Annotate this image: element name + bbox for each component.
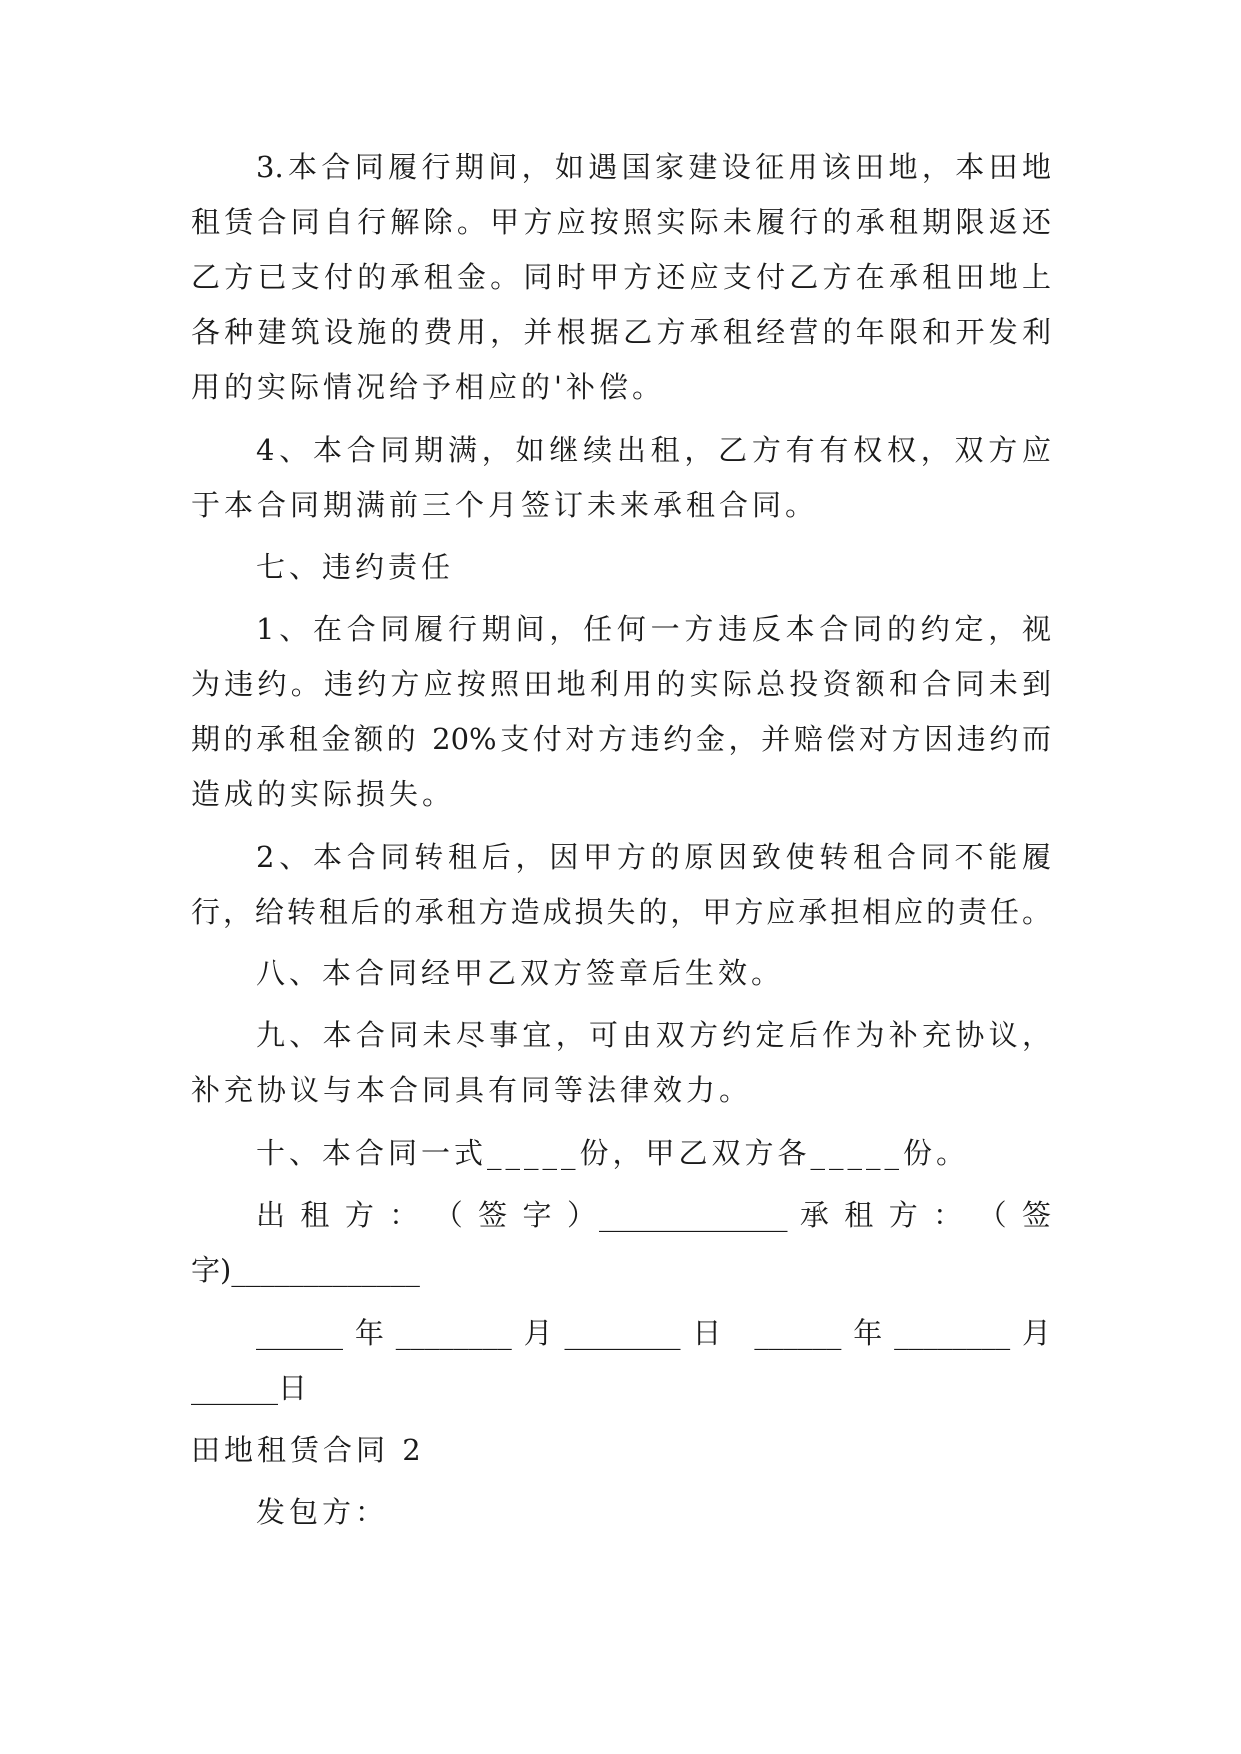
- paragraph-line: 乙方已支付的承租金。同时甲方还应支付乙方在承租田地上: [191, 260, 1051, 294]
- copies-line: 十、本合同一式_____份，甲乙双方各_____份。: [256, 1136, 970, 1170]
- paragraph-line: 八、本合同经甲乙双方签章后生效。: [256, 956, 785, 990]
- date-line: ______年________月________日 ______年________月: [256, 1316, 1051, 1350]
- section-heading: 七、违约责任: [256, 550, 455, 584]
- paragraph-line: 各种建筑设施的费用，并根据乙方承租经营的年限和开发利: [191, 315, 1051, 349]
- signature-line: 出 租 方 ： （ 签 字 ）_____________ 承 租 方 ： （ 签: [256, 1198, 1051, 1232]
- paragraph-line: 3.本合同履行期间，如遇国家建设征用该田地，本田地: [256, 150, 1051, 184]
- signature-line: 字)_____________: [191, 1253, 420, 1287]
- paragraph-line: 行，给转租后的承租方造成损失的，甲方应承担相应的责任。: [191, 895, 1051, 929]
- paragraph-line: 期的承租金额的 20%支付对方违约金，并赔偿对方因违约而: [191, 722, 1051, 756]
- paragraph-line: 1、在合同履行期间，任何一方违反本合同的约定，视: [256, 612, 1051, 646]
- paragraph-line: 用的实际情况给予相应的'补偿。: [191, 370, 665, 404]
- paragraph-line: 于本合同期满前三个月签订未来承租合同。: [191, 488, 819, 522]
- paragraph-line: 为违约。违约方应按照田地利用的实际总投资额和合同未到: [191, 667, 1051, 701]
- paragraph-line: 九、本合同未尽事宜，可由双方约定后作为补充协议，: [256, 1018, 1051, 1052]
- paragraph-line: 租赁合同自行解除。甲方应按照实际未履行的承租期限返还: [191, 205, 1051, 239]
- date-line: ______日: [191, 1371, 308, 1405]
- section-title: 田地租赁合同 2: [191, 1433, 425, 1467]
- paragraph-line: 补充协议与本合同具有同等法律效力。: [191, 1073, 753, 1107]
- paragraph-line: 2、本合同转租后，因甲方的原因致使转租合同不能履: [256, 840, 1051, 874]
- paragraph-line: 造成的实际损失。: [191, 777, 456, 811]
- party-label: 发包方：: [256, 1495, 389, 1529]
- paragraph-line: 4、本合同期满，如继续出租，乙方有有权权，双方应: [256, 433, 1051, 467]
